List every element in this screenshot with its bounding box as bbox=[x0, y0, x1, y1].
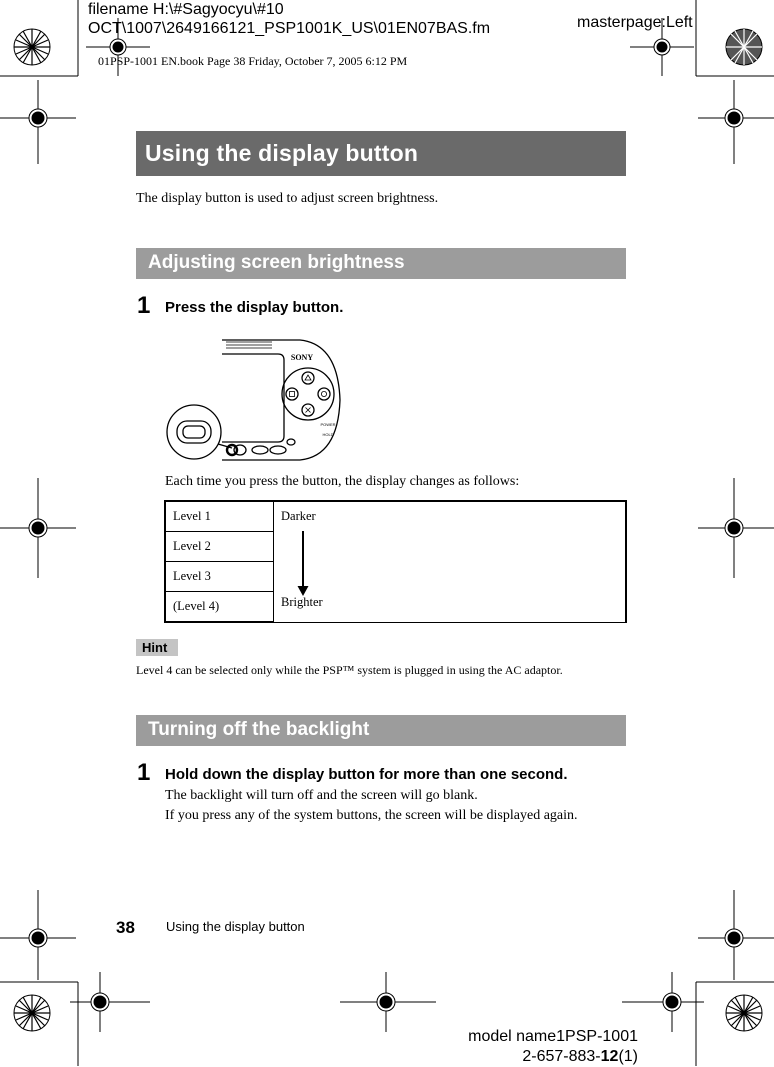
psp-hold-label: HOLD bbox=[322, 432, 334, 437]
starburst-bottom-left-icon bbox=[14, 995, 50, 1031]
step-number: 1 bbox=[137, 292, 151, 319]
psp-brand-label: SONY bbox=[290, 353, 314, 362]
step-text: Hold down the display button for more than one second. bbox=[165, 766, 568, 783]
page-number: 38 bbox=[116, 918, 135, 937]
hint-badge bbox=[136, 639, 178, 656]
starburst-bottom-right-icon bbox=[726, 995, 762, 1031]
step-text: Press the display button. bbox=[165, 299, 344, 316]
brightness-heading: Adjusting screen brightness bbox=[148, 252, 405, 273]
backlight-heading-bar bbox=[136, 715, 626, 746]
header-filename: filename H:\#Sagyocyu\#10 OCT\1007\2649166121_PSP1001K_US\01EN07BAS.fm bbox=[88, 1, 491, 37]
backlight-heading: Turning off the backlight bbox=[148, 719, 370, 740]
model-suffix: (1) bbox=[618, 1048, 638, 1065]
section-title-bar bbox=[136, 131, 626, 176]
psp-display-button-illustration bbox=[160, 336, 350, 464]
after-image-text: Each time you press the button, the display changes as follows: bbox=[165, 474, 520, 489]
model-prefix: 2-657-883- bbox=[522, 1048, 601, 1065]
brightness-levels-table bbox=[164, 500, 627, 623]
running-title: Using the display button bbox=[166, 919, 305, 934]
header-book-info: 01PSP-1001 EN.book Page 38 Friday, October 7, 2005 6:12 PM bbox=[98, 54, 408, 68]
model-line-2 bbox=[468, 1047, 638, 1067]
section-title: Using the display button bbox=[145, 140, 419, 166]
brightness-heading-bar bbox=[136, 248, 626, 279]
header-masterpage: masterpage:Left bbox=[577, 14, 693, 31]
model-line-1: model name1PSP-1001 bbox=[468, 1028, 638, 1045]
hint-text: Level 4 can be selected only while the PSP™ system is plugged in using the AC adaptor. bbox=[136, 663, 563, 677]
brightness-scale-cell bbox=[274, 501, 627, 622]
backlight-line-1: The backlight will turn off and the screen will go blank. bbox=[165, 788, 478, 803]
intro-text: The display button is used to adjust screen brightness. bbox=[136, 191, 439, 206]
brighter-label: Brighter bbox=[281, 595, 323, 609]
step-number: 1 bbox=[137, 759, 151, 786]
backlight-line-2: If you press any of the system buttons, the screen will be displayed again. bbox=[165, 808, 578, 823]
table-row bbox=[165, 501, 626, 532]
level-cell: Level 3 bbox=[165, 562, 274, 592]
level-cell: (Level 4) bbox=[165, 592, 274, 623]
level-cell: Level 1 bbox=[165, 501, 274, 532]
darker-label: Darker bbox=[281, 509, 316, 523]
starburst-top-left-icon bbox=[14, 29, 50, 65]
hint-label: Hint bbox=[142, 640, 168, 655]
level-cell: Level 2 bbox=[165, 532, 274, 562]
model-bold: 12 bbox=[600, 1048, 619, 1065]
psp-power-label: POWER bbox=[320, 422, 336, 427]
down-arrow-icon bbox=[296, 530, 310, 598]
model-info bbox=[468, 1027, 638, 1067]
starburst-top-right-icon bbox=[726, 29, 762, 65]
